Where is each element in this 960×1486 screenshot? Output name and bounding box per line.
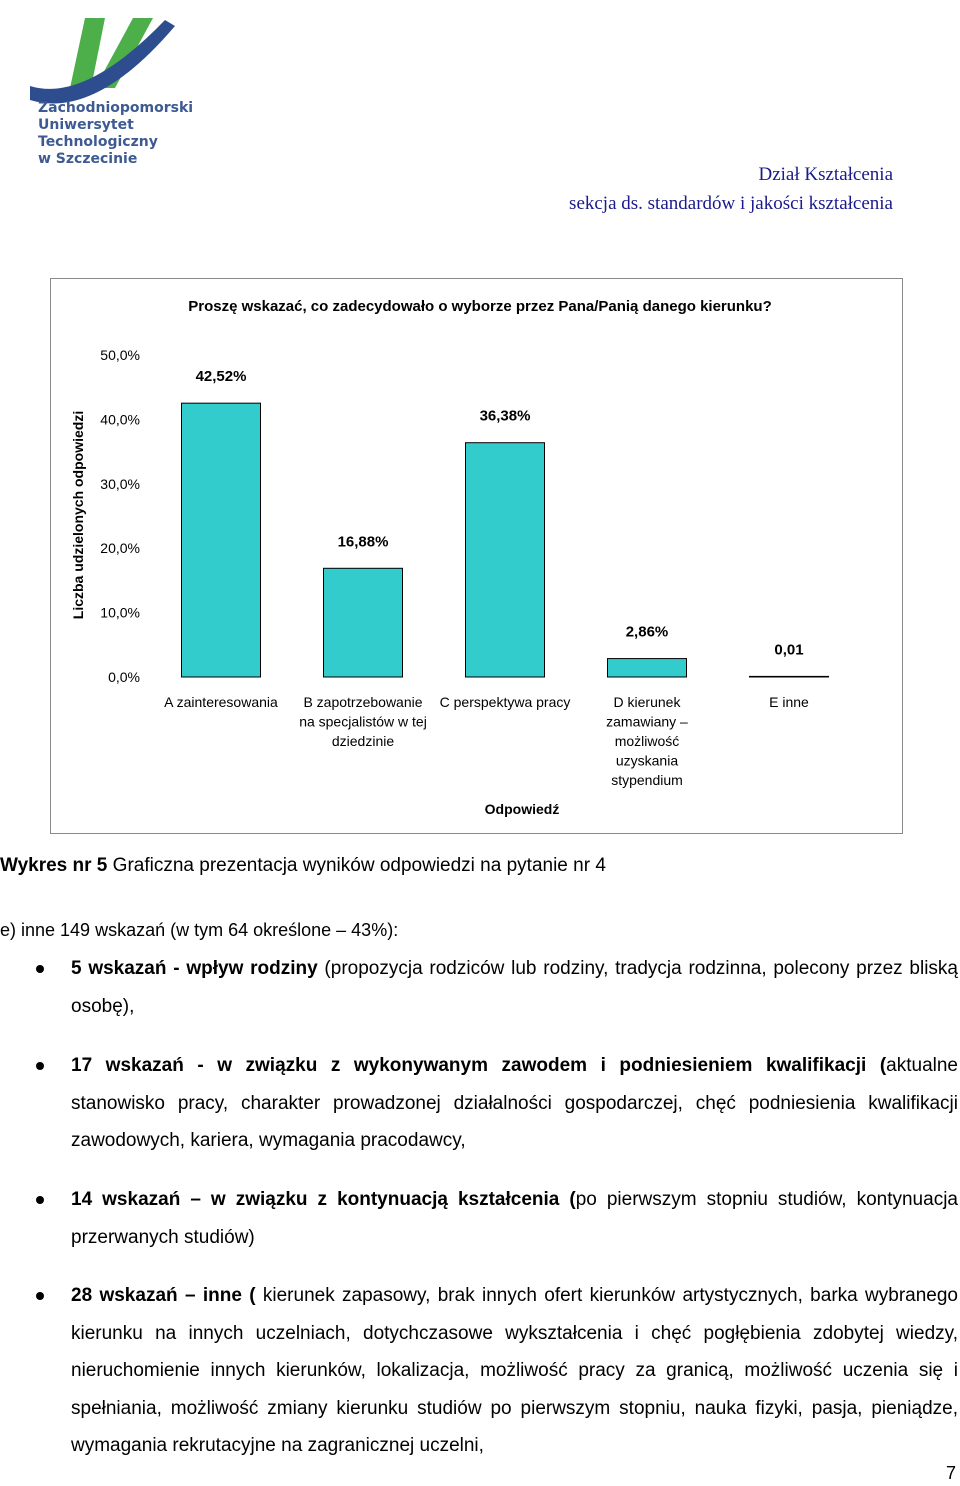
data-label: 42,52% [195,368,247,386]
data-label: 0,01 [774,641,804,659]
bullet-icon [36,1292,44,1300]
department-section: sekcja ds. standardów i jakości kształcenia [569,193,893,214]
data-label: 2,86% [625,623,669,641]
y-tick-label: 0,0% [108,669,140,685]
y-tick-label: 20,0% [100,540,140,557]
x-tick-label: uzyskania [615,752,679,769]
x-tick-label: możliwość [614,733,680,749]
bullet-icon [36,1196,44,1204]
bar [466,443,545,677]
bar [750,676,829,677]
y-axis-label: Liczba udzielonych odpowiedzi [70,410,86,620]
bullet-text [71,1277,958,1465]
data-label: 16,88% [337,533,389,551]
bullet-icon [36,1062,44,1070]
x-axis-label: Odpowiedź [484,801,560,817]
x-tick-label: B zapotrzebowanie [303,694,423,710]
y-tick-label: 30,0% [100,475,140,492]
x-tick-label: D kierunek [613,694,681,710]
x-tick-label: dziedzinie [331,733,395,749]
x-tick-label: stypendium [611,772,683,788]
bullet-rest: (propozycja rodziców lub rodziny, tradycja rodzinna, polecony przez bliską osobę), [71,958,958,1017]
y-tick-label: 40,0% [100,411,140,428]
x-tick-label: E inne [769,694,809,710]
bullet-text [71,1047,958,1160]
caption-text: Graficzna prezentacja wyników odpowiedzi na pytanie nr 4 [107,855,606,876]
bullet-bold: 28 wskazań – inne ( [71,1285,256,1306]
bullet-rest: po pierwszym stopniu studiów, kontynuacja przerwanych studiów) [71,1189,958,1248]
logo-line: w Szczecinie [38,151,138,167]
chart-title: Proszę wskazać, co zadecydowało o wyborze przez Pana/Panią danego kierunku? [188,298,772,315]
y-tick-label: 10,0% [100,604,140,621]
y-tick-label: 50,0% [100,347,140,363]
bullet-icon [36,965,44,973]
department-name: Dział Kształcenia [758,164,893,185]
x-tick-label: zamawiany – [606,713,688,730]
x-tick-label: na specjalistów w tej [299,713,427,730]
bullet-rest: aktualne stanowisko pracy, charakter prowadzonej działalności gospodarczej, chęć podniesienia kwalifikacji zawodowych, kariera, wymagania pracodawcy, [71,1055,958,1151]
bullet-bold: 5 wskazań - wpływ rodziny [71,958,318,979]
figure-caption [0,855,606,877]
data-label: 36,38% [479,407,531,425]
bullet-bold: 14 wskazań – w związku z kontynuacją kształcenia ( [71,1189,576,1210]
x-tick-label: A zainteresowania [164,694,278,710]
caption-label: Wykres nr 5 [0,855,108,876]
bullet-rest: kierunek zapasowy, brak innych ofert kierunków artystycznych, barka wybranego kierunku na innych uczelniach, dotychczasowe wykształcenia i chęć pogłębienia zdobytej wiedzy, nieruchomienie innych kierunków, lokalizacja, możliwość pracy za granicą, możliwość uczenia się i spełniania, możliwość zmiany kierunku studiów po pierwszym stopniu, nauka fizyki, pasja, pieniądze, wymagania rekrutacyjne na zagranicznej uczelni, [71,1285,958,1456]
bar [608,659,687,677]
logo-line: Technologiczny [38,134,158,150]
x-tick-label: C perspektywa pracy [439,694,571,710]
bullet-bold: 17 wskazań - w związku z wykonywanym zawodem i podniesieniem kwalifikacji ( [71,1055,887,1076]
logo-line: Zachodniopomorski [38,100,194,116]
bullet-text [71,950,958,1025]
bullet-text [71,1181,958,1256]
bar [324,568,403,677]
logo-line: Uniwersytet [38,117,134,133]
bar [182,403,261,677]
intro-line: e) inne 149 wskazań (w tym 64 określone – 43%): [0,920,399,940]
page-number: 7 [945,1463,956,1483]
